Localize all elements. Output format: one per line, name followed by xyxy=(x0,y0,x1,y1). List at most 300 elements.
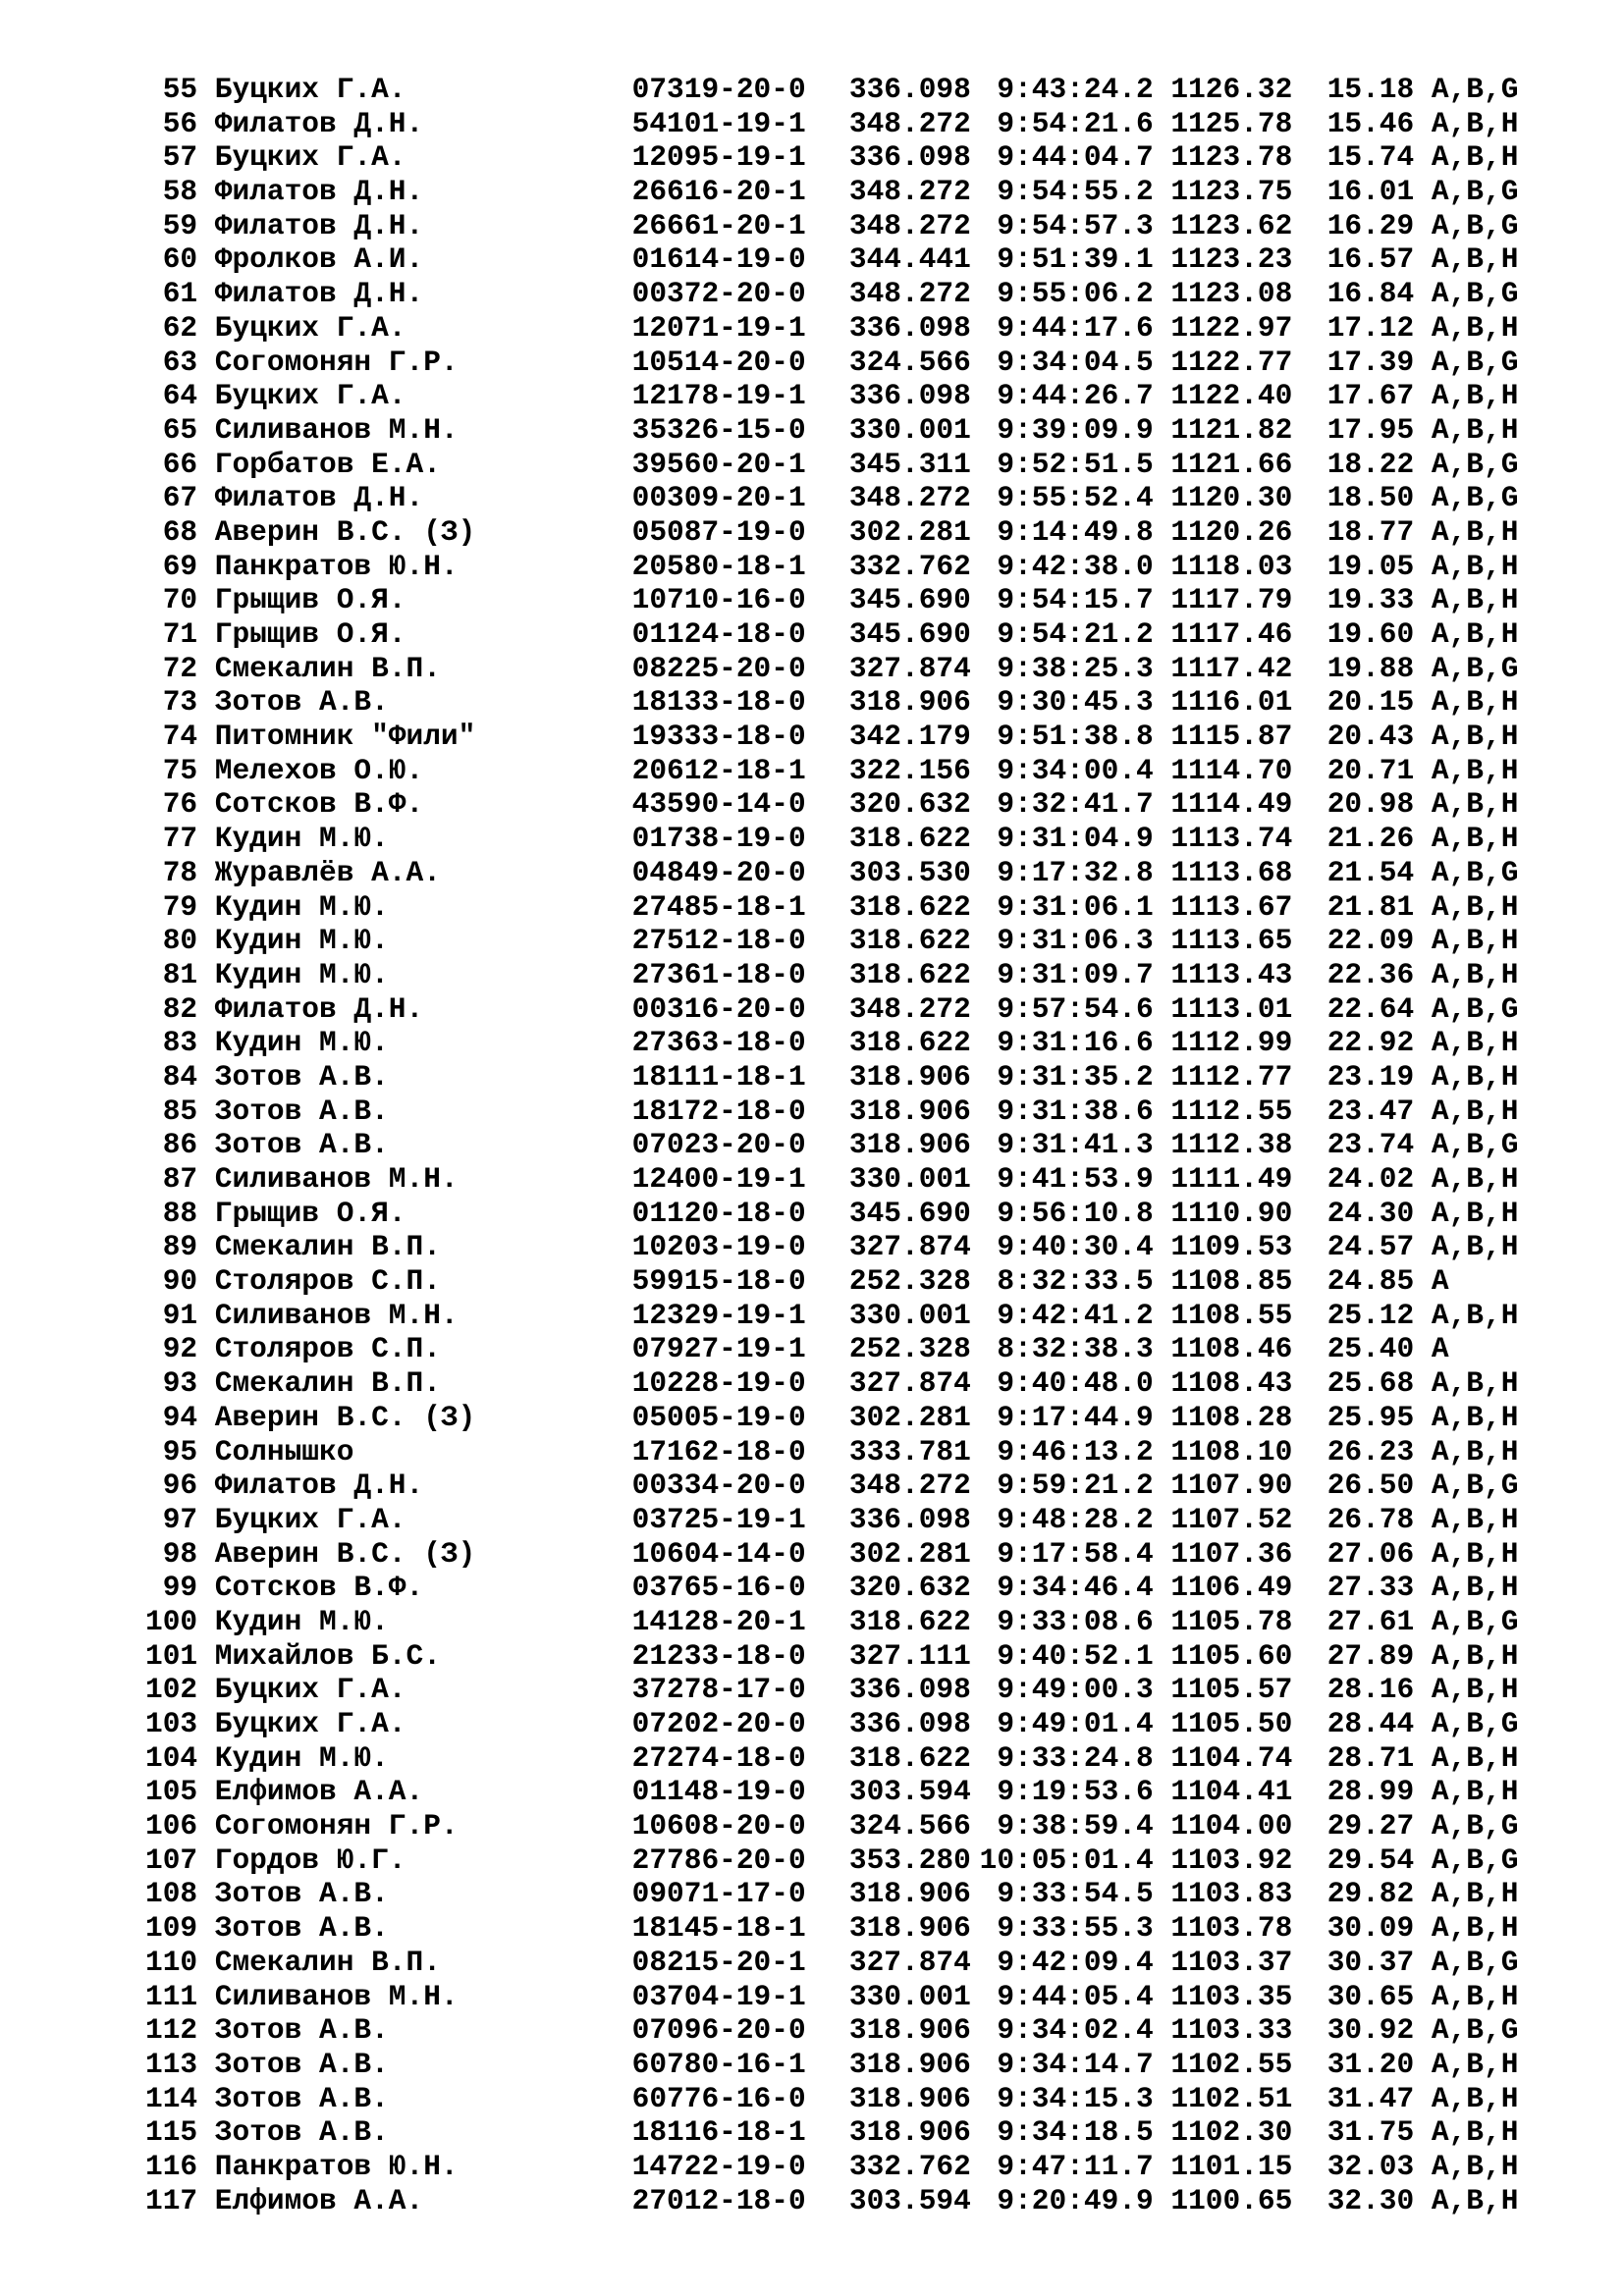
arrival-time: 9:33:24.8 xyxy=(997,1740,1154,1775)
speed: 1104.41 xyxy=(1170,1775,1293,1809)
coefficient: 21.81 xyxy=(1326,889,1415,924)
coefficient: 22.64 xyxy=(1326,991,1415,1026)
speed: 1107.36 xyxy=(1170,1536,1293,1571)
table-row xyxy=(145,685,1518,720)
distance: 336.098 xyxy=(848,1707,971,1740)
table-row xyxy=(145,787,1518,822)
table-row xyxy=(145,1095,1518,1129)
distance: 318.906 xyxy=(848,2013,971,2048)
classes: A,B,G xyxy=(1431,1128,1519,1162)
place-number: 107 xyxy=(145,1842,198,1877)
coefficient: 24.57 xyxy=(1326,1230,1415,1264)
table-row xyxy=(145,379,1518,413)
speed: 1113.65 xyxy=(1170,924,1293,958)
ring-number: 39560-20-1 xyxy=(631,447,806,481)
distance: 336.098 xyxy=(848,310,971,345)
arrival-time: 9:19:53.6 xyxy=(997,1775,1154,1809)
coefficient: 17.95 xyxy=(1326,412,1415,447)
speed: 1105.57 xyxy=(1170,1673,1293,1707)
fancier-name: Кудин М.Ю. xyxy=(214,924,389,958)
fancier-name: Буцких Г.А. xyxy=(214,1502,406,1536)
fancier-name: Зотов А.В. xyxy=(214,1877,389,1911)
fancier-name: Питомник "Фили" xyxy=(214,720,476,754)
table-row xyxy=(145,1707,1518,1741)
coefficient: 19.88 xyxy=(1326,651,1415,685)
distance: 327.874 xyxy=(848,651,971,685)
ring-number: 35326-15-0 xyxy=(631,412,806,447)
ring-number: 27012-18-0 xyxy=(631,2183,806,2217)
distance: 327.874 xyxy=(848,1366,971,1401)
distance: 345.311 xyxy=(848,447,971,481)
classes: A,B,H xyxy=(1431,1775,1519,1809)
fancier-name: Филатов Д.Н. xyxy=(214,1468,424,1503)
classes: A,B,H xyxy=(1431,787,1519,822)
distance: 318.622 xyxy=(848,1740,971,1775)
place-number: 64 xyxy=(162,379,198,413)
speed: 1102.51 xyxy=(1170,2081,1293,2115)
speed: 1113.01 xyxy=(1170,991,1293,1026)
table-row xyxy=(145,924,1518,958)
arrival-time: 9:51:39.1 xyxy=(997,242,1154,277)
coefficient: 18.50 xyxy=(1326,481,1415,515)
ring-number: 27361-18-0 xyxy=(631,957,806,991)
speed: 1122.97 xyxy=(1170,310,1293,345)
ring-number: 10203-19-0 xyxy=(631,1230,806,1264)
place-number: 78 xyxy=(162,855,198,889)
table-row xyxy=(145,2115,1518,2150)
ring-number: 05087-19-0 xyxy=(631,514,806,549)
ring-number: 18133-18-0 xyxy=(631,685,806,720)
place-number: 80 xyxy=(162,924,198,958)
classes: A,B,H xyxy=(1431,1400,1519,1434)
place-number: 112 xyxy=(145,2013,198,2048)
table-row xyxy=(145,1503,1518,1537)
place-number: 85 xyxy=(162,1094,198,1128)
place-number: 55 xyxy=(162,73,198,106)
arrival-time: 9:44:04.7 xyxy=(997,140,1154,175)
ring-number: 20580-18-1 xyxy=(631,549,806,583)
place-number: 100 xyxy=(145,1604,198,1638)
table-row xyxy=(145,720,1518,754)
arrival-time: 9:31:16.6 xyxy=(997,1026,1154,1060)
arrival-time: 9:31:06.3 xyxy=(997,924,1154,958)
arrival-time: 10:05:01.4 xyxy=(979,1842,1154,1877)
coefficient: 24.02 xyxy=(1326,1162,1415,1196)
table-row xyxy=(145,1673,1518,1707)
classes: A xyxy=(1431,1332,1449,1366)
table-row xyxy=(145,2082,1518,2116)
coefficient: 30.37 xyxy=(1326,1945,1415,1979)
speed: 1110.90 xyxy=(1170,1196,1293,1230)
coefficient: 25.68 xyxy=(1326,1366,1415,1401)
coefficient: 31.20 xyxy=(1326,2047,1415,2081)
fancier-name: Мелехов О.Ю. xyxy=(214,753,424,787)
place-number: 61 xyxy=(162,277,198,311)
coefficient: 28.44 xyxy=(1326,1707,1415,1740)
place-number: 101 xyxy=(145,1638,198,1673)
coefficient: 30.65 xyxy=(1326,1979,1415,2013)
coefficient: 28.16 xyxy=(1326,1673,1415,1707)
speed: 1108.10 xyxy=(1170,1434,1293,1468)
classes: A,B,H xyxy=(1431,1059,1519,1094)
fancier-name: Грыщив О.Я. xyxy=(214,1196,406,1230)
classes: A,B,H xyxy=(1431,720,1519,754)
speed: 1121.82 xyxy=(1170,412,1293,447)
fancier-name: Аверин В.С. (З) xyxy=(214,1536,476,1571)
table-row xyxy=(145,1264,1518,1299)
fancier-name: Согомонян Г.Р. xyxy=(214,345,459,379)
speed: 1112.55 xyxy=(1170,1094,1293,1128)
classes: A,B,G xyxy=(1431,651,1519,685)
classes: A,B,H xyxy=(1431,1434,1519,1468)
classes: A,B,G xyxy=(1431,1842,1519,1877)
ring-number: 05005-19-0 xyxy=(631,1400,806,1434)
arrival-time: 9:51:38.8 xyxy=(997,720,1154,754)
place-number: 109 xyxy=(145,1911,198,1946)
speed: 1113.67 xyxy=(1170,889,1293,924)
distance: 322.156 xyxy=(848,753,971,787)
table-row xyxy=(145,890,1518,925)
ring-number: 04849-20-0 xyxy=(631,855,806,889)
place-number: 114 xyxy=(145,2081,198,2115)
coefficient: 15.74 xyxy=(1326,140,1415,175)
distance: 332.762 xyxy=(848,549,971,583)
coefficient: 16.29 xyxy=(1326,208,1415,242)
speed: 1115.87 xyxy=(1170,720,1293,754)
place-number: 81 xyxy=(162,957,198,991)
fancier-name: Силиванов М.Н. xyxy=(214,412,459,447)
table-row xyxy=(145,413,1518,448)
fancier-name: Зотов А.В. xyxy=(214,1059,389,1094)
arrival-time: 9:44:26.7 xyxy=(997,379,1154,413)
speed: 1120.26 xyxy=(1170,514,1293,549)
classes: A,B,G xyxy=(1431,73,1519,106)
classes: A,B,H xyxy=(1431,1026,1519,1060)
fancier-name: Кудин М.Ю. xyxy=(214,822,389,856)
fancier-name: Елфимов А.А. xyxy=(214,1775,424,1809)
table-row xyxy=(145,1537,1518,1572)
place-number: 79 xyxy=(162,889,198,924)
distance: 302.281 xyxy=(848,1400,971,1434)
ring-number: 01120-18-0 xyxy=(631,1196,806,1230)
speed: 1113.68 xyxy=(1170,855,1293,889)
place-number: 84 xyxy=(162,1059,198,1094)
speed: 1112.99 xyxy=(1170,1026,1293,1060)
fancier-name: Зотов А.В. xyxy=(214,2047,389,2081)
ring-number: 27274-18-0 xyxy=(631,1740,806,1775)
coefficient: 20.15 xyxy=(1326,685,1415,720)
fancier-name: Зотов А.В. xyxy=(214,685,389,720)
speed: 1100.65 xyxy=(1170,2183,1293,2217)
place-number: 106 xyxy=(145,1809,198,1843)
table-row xyxy=(145,1435,1518,1469)
distance: 342.179 xyxy=(848,720,971,754)
speed: 1104.74 xyxy=(1170,1740,1293,1775)
place-number: 73 xyxy=(162,685,198,720)
speed: 1122.77 xyxy=(1170,345,1293,379)
fancier-name: Кудин М.Ю. xyxy=(214,1604,389,1638)
table-row xyxy=(145,515,1518,550)
classes: A,B,H xyxy=(1431,1502,1519,1536)
fancier-name: Столяров С.П. xyxy=(214,1264,441,1299)
arrival-time: 9:40:30.4 xyxy=(997,1230,1154,1264)
coefficient: 32.03 xyxy=(1326,2149,1415,2183)
coefficient: 30.09 xyxy=(1326,1911,1415,1946)
classes: A,B,H xyxy=(1431,1673,1519,1707)
coefficient: 25.12 xyxy=(1326,1298,1415,1332)
table-row xyxy=(145,617,1518,652)
distance: 336.098 xyxy=(848,73,971,106)
place-number: 56 xyxy=(162,106,198,140)
classes: A,B,G xyxy=(1431,175,1519,209)
classes: A,B,G xyxy=(1431,991,1519,1026)
table-row xyxy=(145,481,1518,515)
distance: 318.906 xyxy=(848,2115,971,2150)
table-row xyxy=(145,277,1518,311)
place-number: 75 xyxy=(162,753,198,787)
fancier-name: Кудин М.Ю. xyxy=(214,889,389,924)
ring-number: 54101-19-1 xyxy=(631,106,806,140)
distance: 348.272 xyxy=(848,1468,971,1503)
arrival-time: 9:30:45.3 xyxy=(997,685,1154,720)
ring-number: 01148-19-0 xyxy=(631,1775,806,1809)
fancier-name: Аверин В.С. (З) xyxy=(214,514,476,549)
place-number: 69 xyxy=(162,549,198,583)
place-number: 95 xyxy=(162,1434,198,1468)
distance: 302.281 xyxy=(848,514,971,549)
fancier-name: Смекалин В.П. xyxy=(214,651,441,685)
distance: 303.594 xyxy=(848,2183,971,2217)
fancier-name: Сотсков В.Ф. xyxy=(214,787,424,822)
table-row xyxy=(145,242,1518,277)
fancier-name: Силиванов М.Н. xyxy=(214,1979,459,2013)
arrival-time: 9:20:49.9 xyxy=(997,2183,1154,2217)
distance: 332.762 xyxy=(848,2149,971,2183)
classes: A,B,H xyxy=(1431,753,1519,787)
arrival-time: 9:32:41.7 xyxy=(997,787,1154,822)
classes: A,B,H xyxy=(1431,583,1519,617)
speed: 1106.49 xyxy=(1170,1571,1293,1605)
arrival-time: 9:34:14.7 xyxy=(997,2047,1154,2081)
ring-number: 01124-18-0 xyxy=(631,617,806,651)
place-number: 110 xyxy=(145,1945,198,1979)
coefficient: 20.43 xyxy=(1326,720,1415,754)
fancier-name: Панкратов Ю.Н. xyxy=(214,2149,459,2183)
fancier-name: Смекалин В.П. xyxy=(214,1230,441,1264)
distance: 318.622 xyxy=(848,1026,971,1060)
table-row xyxy=(145,1468,1518,1503)
ring-number: 10608-20-0 xyxy=(631,1809,806,1843)
coefficient: 29.27 xyxy=(1326,1809,1415,1843)
coefficient: 22.92 xyxy=(1326,1026,1415,1060)
speed: 1107.52 xyxy=(1170,1502,1293,1536)
arrival-time: 9:49:01.4 xyxy=(997,1707,1154,1740)
arrival-time: 9:54:21.6 xyxy=(997,106,1154,140)
table-row xyxy=(145,1060,1518,1095)
place-number: 89 xyxy=(162,1230,198,1264)
arrival-time: 9:44:17.6 xyxy=(997,310,1154,345)
arrival-time: 9:34:02.4 xyxy=(997,2013,1154,2048)
distance: 303.530 xyxy=(848,855,971,889)
classes: A,B,G xyxy=(1431,1945,1519,1979)
ring-number: 03704-19-1 xyxy=(631,1979,806,2013)
fancier-name: Буцких Г.А. xyxy=(214,310,406,345)
table-row xyxy=(145,1230,1518,1264)
table-row xyxy=(145,1775,1518,1809)
distance: 330.001 xyxy=(848,1298,971,1332)
results-table xyxy=(145,73,1518,2217)
distance: 318.622 xyxy=(848,924,971,958)
coefficient: 31.75 xyxy=(1326,2115,1415,2150)
arrival-time: 9:38:25.3 xyxy=(997,651,1154,685)
ring-number: 07927-19-1 xyxy=(631,1332,806,1366)
fancier-name: Согомонян Г.Р. xyxy=(214,1809,459,1843)
place-number: 82 xyxy=(162,991,198,1026)
speed: 1103.33 xyxy=(1170,2013,1293,2048)
arrival-time: 9:31:04.9 xyxy=(997,822,1154,856)
fancier-name: Филатов Д.Н. xyxy=(214,208,424,242)
coefficient: 17.39 xyxy=(1326,345,1415,379)
arrival-time: 9:43:24.2 xyxy=(997,73,1154,106)
ring-number: 00316-20-0 xyxy=(631,991,806,1026)
arrival-time: 9:34:04.5 xyxy=(997,345,1154,379)
coefficient: 24.85 xyxy=(1326,1264,1415,1299)
distance: 348.272 xyxy=(848,208,971,242)
table-row xyxy=(145,1332,1518,1366)
speed: 1103.83 xyxy=(1170,1877,1293,1911)
classes: A,B,H xyxy=(1431,1230,1519,1264)
ring-number: 17162-18-0 xyxy=(631,1434,806,1468)
ring-number: 10710-16-0 xyxy=(631,583,806,617)
ring-number: 03765-16-0 xyxy=(631,1571,806,1605)
coefficient: 31.47 xyxy=(1326,2081,1415,2115)
coefficient: 23.74 xyxy=(1326,1128,1415,1162)
place-number: 57 xyxy=(162,140,198,175)
coefficient: 18.22 xyxy=(1326,447,1415,481)
ring-number: 26661-20-1 xyxy=(631,208,806,242)
fancier-name: Аверин В.С. (З) xyxy=(214,1400,476,1434)
classes: A,B,G xyxy=(1431,481,1519,515)
ring-number: 12329-19-1 xyxy=(631,1298,806,1332)
arrival-time: 9:31:41.3 xyxy=(997,1128,1154,1162)
table-row xyxy=(145,140,1518,175)
classes: A,B,H xyxy=(1431,1536,1519,1571)
table-row xyxy=(145,754,1518,788)
classes: A,B,H xyxy=(1431,2149,1519,2183)
speed: 1123.08 xyxy=(1170,277,1293,311)
place-number: 68 xyxy=(162,514,198,549)
classes: A,B,H xyxy=(1431,549,1519,583)
ring-number: 03725-19-1 xyxy=(631,1502,806,1536)
coefficient: 17.12 xyxy=(1326,310,1415,345)
distance: 330.001 xyxy=(848,1162,971,1196)
speed: 1112.77 xyxy=(1170,1059,1293,1094)
distance: 320.632 xyxy=(848,1571,971,1605)
coefficient: 27.89 xyxy=(1326,1638,1415,1673)
coefficient: 28.99 xyxy=(1326,1775,1415,1809)
place-number: 83 xyxy=(162,1026,198,1060)
ring-number: 00309-20-1 xyxy=(631,481,806,515)
coefficient: 23.47 xyxy=(1326,1094,1415,1128)
place-number: 93 xyxy=(162,1366,198,1401)
table-row xyxy=(145,550,1518,584)
table-row xyxy=(145,209,1518,243)
arrival-time: 9:31:09.7 xyxy=(997,957,1154,991)
place-number: 86 xyxy=(162,1128,198,1162)
table-row xyxy=(145,2150,1518,2184)
classes: A,B,H xyxy=(1431,957,1519,991)
distance: 318.906 xyxy=(848,1911,971,1946)
table-row xyxy=(145,1605,1518,1639)
place-number: 117 xyxy=(145,2183,198,2217)
fancier-name: Горбатов Е.А. xyxy=(214,447,441,481)
speed: 1122.40 xyxy=(1170,379,1293,413)
coefficient: 27.06 xyxy=(1326,1536,1415,1571)
coefficient: 16.84 xyxy=(1326,277,1415,311)
distance: 320.632 xyxy=(848,787,971,822)
table-row xyxy=(145,448,1518,482)
fancier-name: Сотсков В.Ф. xyxy=(214,1571,424,1605)
classes: A,B,H xyxy=(1431,889,1519,924)
coefficient: 19.33 xyxy=(1326,583,1415,617)
distance: 318.906 xyxy=(848,1128,971,1162)
arrival-time: 9:17:44.9 xyxy=(997,1400,1154,1434)
place-number: 116 xyxy=(145,2149,198,2183)
speed: 1111.49 xyxy=(1170,1162,1293,1196)
ring-number: 18145-18-1 xyxy=(631,1911,806,1946)
coefficient: 16.01 xyxy=(1326,175,1415,209)
fancier-name: Филатов Д.Н. xyxy=(214,106,424,140)
ring-number: 18116-18-1 xyxy=(631,2115,806,2150)
fancier-name: Филатов Д.Н. xyxy=(214,991,424,1026)
distance: 344.441 xyxy=(848,242,971,277)
arrival-time: 9:47:11.7 xyxy=(997,2149,1154,2183)
fancier-name: Буцких Г.А. xyxy=(214,379,406,413)
coefficient: 22.36 xyxy=(1326,957,1415,991)
speed: 1103.35 xyxy=(1170,1979,1293,2013)
speed: 1103.78 xyxy=(1170,1911,1293,1946)
speed: 1103.37 xyxy=(1170,1945,1293,1979)
fancier-name: Кудин М.Ю. xyxy=(214,957,389,991)
fancier-name: Солнышко xyxy=(214,1434,354,1468)
coefficient: 20.71 xyxy=(1326,753,1415,787)
coefficient: 15.46 xyxy=(1326,106,1415,140)
fancier-name: Буцких Г.А. xyxy=(214,1707,406,1740)
arrival-time: 9:42:41.2 xyxy=(997,1298,1154,1332)
distance: 348.272 xyxy=(848,106,971,140)
distance: 330.001 xyxy=(848,1979,971,2013)
ring-number: 08225-20-0 xyxy=(631,651,806,685)
table-row xyxy=(145,652,1518,686)
table-row xyxy=(145,856,1518,890)
ring-number: 12095-19-1 xyxy=(631,140,806,175)
ring-number: 12178-19-1 xyxy=(631,379,806,413)
distance: 345.690 xyxy=(848,583,971,617)
distance: 330.001 xyxy=(848,412,971,447)
distance: 327.874 xyxy=(848,1230,971,1264)
arrival-time: 9:17:58.4 xyxy=(997,1536,1154,1571)
speed: 1114.70 xyxy=(1170,753,1293,787)
arrival-time: 9:34:46.4 xyxy=(997,1571,1154,1605)
place-number: 74 xyxy=(162,720,198,754)
place-number: 58 xyxy=(162,175,198,209)
classes: A,B,H xyxy=(1431,1298,1519,1332)
fancier-name: Зотов А.В. xyxy=(214,2115,389,2150)
arrival-time: 9:55:52.4 xyxy=(997,481,1154,515)
speed: 1123.23 xyxy=(1170,242,1293,277)
speed: 1121.66 xyxy=(1170,447,1293,481)
speed: 1101.15 xyxy=(1170,2149,1293,2183)
